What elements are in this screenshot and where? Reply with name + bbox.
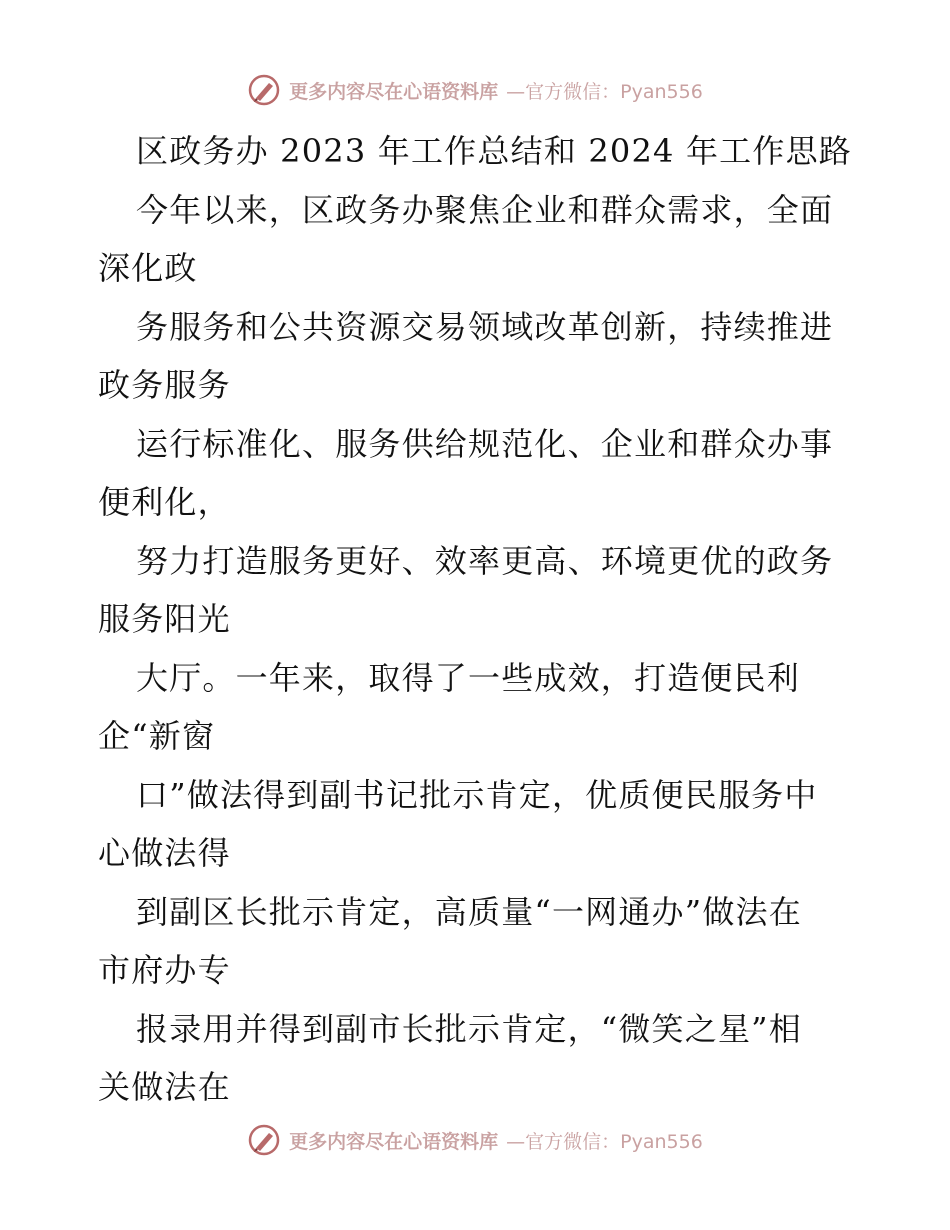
pen-logo-icon [247,1123,281,1157]
text-line: 便利化， [98,483,231,521]
watermark-main-text: 更多内容尽在心语资料库 [289,1130,499,1153]
text-line: 政务服务 [98,366,231,404]
text-line: 心做法得 [98,834,231,872]
text-line: 口”做法得到副书记批示肯定，优质便民服务中 [136,775,818,814]
text-line: 服务阳光 [98,600,231,638]
watermark-sub-text: —官方微信：Pyan556 [506,80,703,103]
watermark-sub-text: —官方微信：Pyan556 [506,1130,703,1153]
text-line: 务服务和公共资源交易领域改革创新，持续推进 [136,307,834,346]
text-line: 努力打造服务更好、效率更高、环境更优的政务 [136,541,834,580]
text-line: 运行标准化、服务供给规范化、企业和群众办事 [136,424,834,463]
text-line: 企“新窗 [98,717,216,755]
text-line: 报录用并得到副市长批示肯定，“微笑之星”相 [136,1009,802,1048]
text-line: 到副区长批示肯定，高质量“一网通办”做法在 [136,892,802,931]
document-title: 区政务办 2023 年工作总结和 2024 年工作思路 [136,132,852,170]
text-line: 关做法在 [98,1068,231,1106]
text-line: 大厅。一年来，取得了一些成效，打造便民利 [136,658,801,697]
text-line: 今年以来，区政务办聚焦企业和群众需求，全面 [136,190,834,229]
text-line: 市府办专 [98,951,231,989]
document-body [98,122,858,1117]
pen-logo-icon [247,73,281,107]
watermark-footer [0,1120,950,1160]
watermark-main-text: 更多内容尽在心语资料库 [289,80,499,103]
text-line: 深化政 [98,249,198,287]
watermark-header [0,70,950,110]
